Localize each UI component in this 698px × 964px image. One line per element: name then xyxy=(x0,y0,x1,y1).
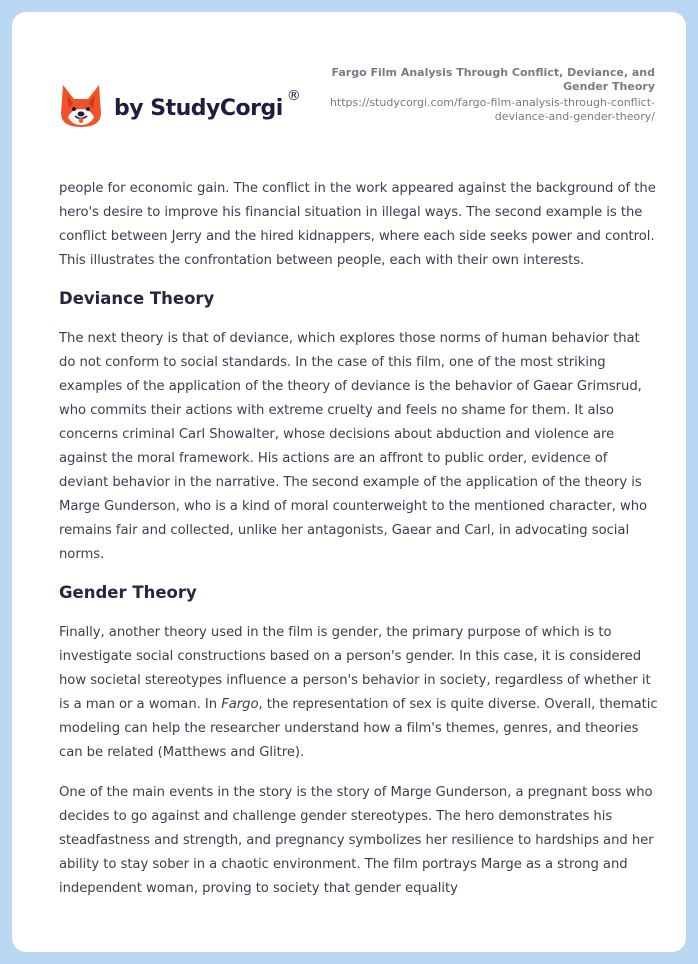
text-span: , the representation of sex is quite diverse. Overall, thematic modeling can help the researcher understand how a film's themes, genres, and theories can be related (Matthews and Glitre). xyxy=(59,697,658,760)
corgi-icon xyxy=(60,83,102,129)
paragraph: people for economic gain. The conflict in the work appeared against the background of the hero's desire to improve his financial situation in illegal ways. The second example is the conflict between Jerry and the hired kidnappers, where each side seeks power and control. This illustrates the confrontation between people, each with their own interests. xyxy=(59,181,656,268)
document-url[interactable]: https://studycorgi.com/fargo-film-analysis-through-conflict-deviance-and-gender-theory/ xyxy=(329,96,655,123)
studycorgi-logo[interactable] xyxy=(60,76,320,136)
paragraph xyxy=(59,621,659,765)
article-body xyxy=(59,177,659,917)
document-meta xyxy=(295,66,655,124)
text-span: Finally, another theory used in the film is gender, the primary purpose of which is to investigate social constructions based on a person's gender. In this case, it is considered how societal stereotypes influence a person's behavior in society, regardless of whether it is a man or a woman. In xyxy=(59,625,651,712)
section-heading-deviance: Deviance Theory xyxy=(59,289,215,308)
film-title-italic: Fargo xyxy=(221,697,259,712)
page-card xyxy=(12,12,686,952)
logo-text: by StudyCorgi xyxy=(114,95,283,121)
registered-mark: ® xyxy=(286,88,301,104)
page-header xyxy=(12,12,686,162)
section-heading-gender: Gender Theory xyxy=(59,583,197,602)
document-title: Fargo Film Analysis Through Conflict, Deviance, and Gender Theory xyxy=(331,66,655,93)
paragraph: One of the main events in the story is the story of Marge Gunderson, a pregnant boss who decides to go against and challenge gender stereotypes. The hero demonstrates his steadfastness and strength, and pregnancy symbolizes her resilience to hardships and her ability to stay sober in a chaotic environment. The film portrays Marge as a strong and independent woman, proving to society that gender equality xyxy=(59,785,654,896)
paragraph: The next theory is that of deviance, which explores those norms of human behavior that do not conform to social standards. In the case of this film, one of the most striking examples of the application of the theory of deviance is the behavior of Gaear Grimsrud, who commits their actions with extreme cruelty and feels no shame for them. It also concerns criminal Carl Showalter, whose decisions about abduction and violence are against the moral framework. His actions are an affront to public order, evidence of deviant behavior in the narrative. The second example of the application of the theory is Marge Gunderson, who is a kind of moral counterweight to the mentioned character, who remains fair and collected, unlike her antagonists, Gaear and Carl, in advocating social norms. xyxy=(59,331,648,562)
